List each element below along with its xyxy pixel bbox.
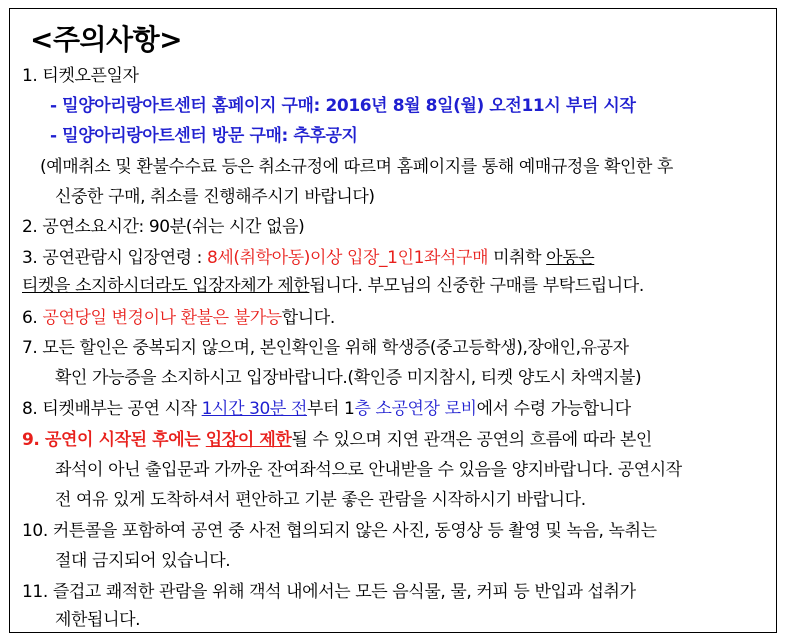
item-1-online-purchase: - 밀양아리랑아트센터 홈페이지 구매: 2016년 8월 8일(월) 오전11시 부터 시작 — [50, 96, 636, 116]
item-7-discount-line2: 확인 가능증을 소지하시고 입장바랍니다.(확인증 미지참시, 티켓 양도시 차액지불) — [55, 368, 642, 388]
item-11-no-food-line2: 제한됩니다. — [55, 610, 141, 630]
item-3-age-limit-line2 — [22, 275, 644, 297]
item-1-ticket-open-date: 1. 티켓오픈일자 — [22, 66, 139, 86]
notice-title: <주의사항> — [30, 23, 183, 56]
item-8-ticket-pickup — [22, 398, 631, 420]
item-1-onsite-purchase: - 밀양아리랑아트센터 방문 구매: 추후공지 — [50, 126, 358, 146]
item-3-age-limit-line1 — [22, 247, 594, 269]
item-9-late-entry-line2: 좌석이 아닌 출입문과 가까운 잔여좌석으로 안내받을 수 있음을 양지바랍니다. 공연시작 — [55, 460, 682, 480]
notice-box — [9, 8, 777, 633]
item-3-preschool: 미취학 — [488, 248, 547, 268]
item-3-parent-note: 됩니다. 부모님의 신중한 구매를 부탁드립니다. — [309, 276, 644, 296]
item-3-age-requirement: 8세(취학아동)이상 입장_1인1좌석구매 — [206, 248, 489, 268]
item-9-prefix: 9. — [22, 430, 46, 450]
item-6-prefix: 6. — [22, 308, 43, 328]
item-6-suffix: 합니다. — [281, 308, 335, 328]
item-7-discount-line1: 7. 모든 할인은 중복되지 않으며, 본인확인을 위해 학생증(중고등학생),장애인,유공자 — [22, 338, 629, 358]
item-9-late-entry-line3: 전 여유 있게 도착하셔서 편안하고 기분 좋은 관람을 시작하시기 바랍니다. — [55, 490, 586, 510]
item-9-after-start: 공연이 시작된 후에는 — [45, 430, 206, 450]
item-1-refund-note-line2: 신중한 구매, 취소를 진행해주시기 바랍니다) — [55, 187, 375, 207]
item-8-pickup-location: 층 소공연장 로비 — [354, 399, 477, 419]
item-10-no-recording-line2: 절대 금지되어 있습니다. — [55, 551, 231, 571]
item-6-warning: 공연당일 변경이나 환불은 불가능 — [42, 308, 282, 328]
item-9-latecomers: 될 수 있으며 지연 관객은 공연의 흐름에 따라 본인 — [291, 430, 652, 450]
item-8-suffix: 에서 수령 가능합니다 — [476, 399, 631, 419]
item-2-running-time: 2. 공연소요시간: 90분(쉬는 시간 없음) — [22, 217, 305, 237]
item-11-no-food-line1: 11. 즐겁고 쾌적한 관람을 위해 객석 내에서는 모든 음식물, 물, 커피 등 반입과 섭취가 — [22, 582, 636, 602]
item-8-pickup-time: 1시간 30분 전 — [201, 399, 307, 419]
item-3-entry-restricted: 티켓을 소지하시더라도 입장자체가 제한 — [22, 276, 310, 296]
item-8-from: 부터 1 — [306, 399, 355, 419]
item-1-refund-note-line1: (예매취소 및 환불수수료 등은 취소규정에 따르며 홈페이지를 통해 예매규정을 확인한 후 — [40, 157, 674, 177]
item-3-child-underlined: 아동은 — [546, 248, 595, 268]
item-9-entry-limited: 입장이 제한 — [205, 430, 292, 450]
item-3-prefix: 3. 공연관람시 입장연령 : — [22, 248, 207, 268]
item-8-prefix: 8. 티켓배부는 공연 시작 — [22, 399, 202, 419]
item-6-no-refund — [22, 307, 335, 329]
item-9-late-entry-line1 — [22, 429, 652, 451]
item-10-no-recording-line1: 10. 커튼콜을 포함하여 공연 중 사전 협의되지 않은 사진, 동영상 등 촬영 및 녹음, 녹취는 — [22, 521, 657, 541]
